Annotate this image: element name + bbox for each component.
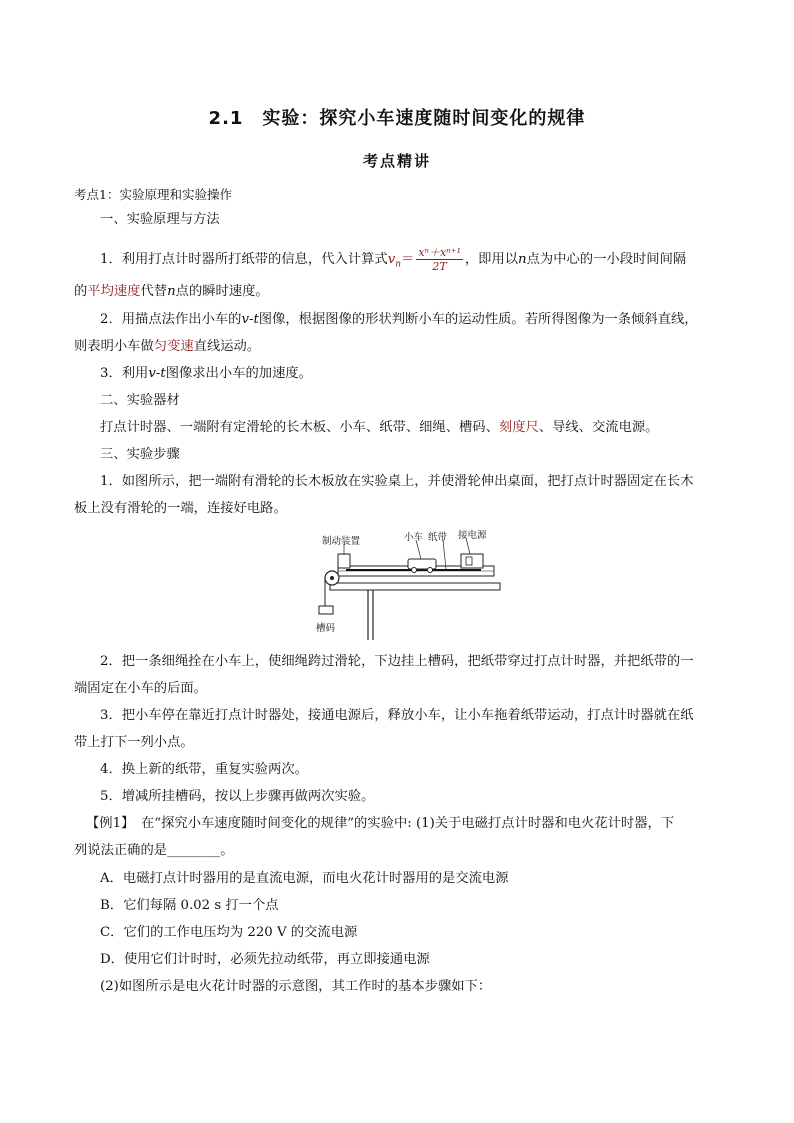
example-part2: (2)如图所示是电火花计时器的示意图，其工作时的基本步骤如下：	[100, 979, 492, 994]
equipment-list: 打点计时器、一端附有定滑轮的长木板、小车、纸带、细绳、槽码、刻度尺、导线、交流电源。	[100, 420, 659, 435]
steps-heading: 三、实验步骤	[100, 447, 180, 462]
label-power: 接电源	[458, 530, 487, 541]
step-1-line1: 1．如图所示，把一端附有滑轮的长木板放在实验桌上，并使滑轮伸出桌面，把打点计时器固定在长木	[100, 474, 694, 489]
step-1-line2: 板上没有滑轮的一端，连接好电路。	[74, 501, 287, 516]
option-c: C．它们的工作电压均为 220 V 的交流电源	[100, 925, 358, 940]
page-subtitle: 考点精讲	[362, 152, 431, 170]
step-2-line2: 端固定在小车的后面。	[74, 681, 207, 696]
label-brake: 制动装置	[322, 536, 361, 547]
principle-item-1: 1．利用打点计时器所打纸带的信息，代入计算式$v_n=$ $\frac{\text{xⁿ＋xⁿ⁺¹}}{2T}$ ，即用以n点为中心的一小段时间间隔	[100, 246, 687, 273]
page-title: 2.1 实验：探究小车速度随时间变化的规律	[208, 108, 586, 129]
example-line1: 【例1】 在“探究小车速度随时间变化的规律”的实验中: (1)关于电磁打点计时器和电火花计时器，下	[86, 816, 675, 831]
step-2-line1: 2．把一条细绳拴在小车上，使细绳跨过滑轮，下边挂上槽码，把纸带穿过打点计时器，并把纸带的一	[100, 654, 694, 669]
option-b: B．它们每隔 0.02 s 打一个点	[100, 898, 279, 913]
step-3-line1: 3．把小车停在靠近打点计时器处，接通电源后，释放小车，让小车拖着纸带运动，打点计时器就在纸	[100, 708, 694, 723]
example-label: 【例1】	[86, 816, 128, 831]
formula-fraction: $\frac{\text{xⁿ＋xⁿ⁺¹}}{2T}$	[418, 246, 461, 273]
apparatus-figure	[316, 526, 506, 641]
principle-item-2: 2．用描点法作出小车的v-t图像，根据图像的形状判断小车的运动性质。若所得图像为一条倾斜直线，	[100, 312, 698, 327]
example-line2: 列说法正确的是________。	[74, 843, 234, 858]
section-heading: 考点1：实验原理和实验操作	[74, 187, 232, 202]
equipment-heading: 二、实验器材	[100, 393, 180, 408]
label-tape: 纸带	[428, 532, 448, 543]
option-d: D．使用它们计时时，必须先拉动纸带，再立即接通电源	[100, 952, 430, 967]
principle-heading: 一、实验原理与方法	[100, 212, 220, 227]
principle-item-2-line2: 则表明小车做匀变速直线运动。	[74, 339, 261, 354]
principle-item-1-line2: 的平均速度代替n点的瞬时速度。	[74, 284, 269, 299]
option-a: A．电磁打点计时器用的是直流电源，而电火花计时器用的是交流电源	[100, 871, 509, 886]
label-cart: 小车	[404, 532, 424, 543]
step-3-line2: 带上打下一列小点。	[74, 735, 194, 750]
formula-lhs: $v_n$	[387, 252, 402, 270]
step-4: 4．换上新的纸带，重复实验两次。	[100, 762, 308, 777]
step-5: 5．增减所挂槽码，按以上步骤再做两次实验。	[100, 789, 375, 804]
label-weight: 槽码	[316, 623, 336, 634]
principle-item-3: 3．利用v-t图像求出小车的加速度。	[100, 366, 312, 381]
